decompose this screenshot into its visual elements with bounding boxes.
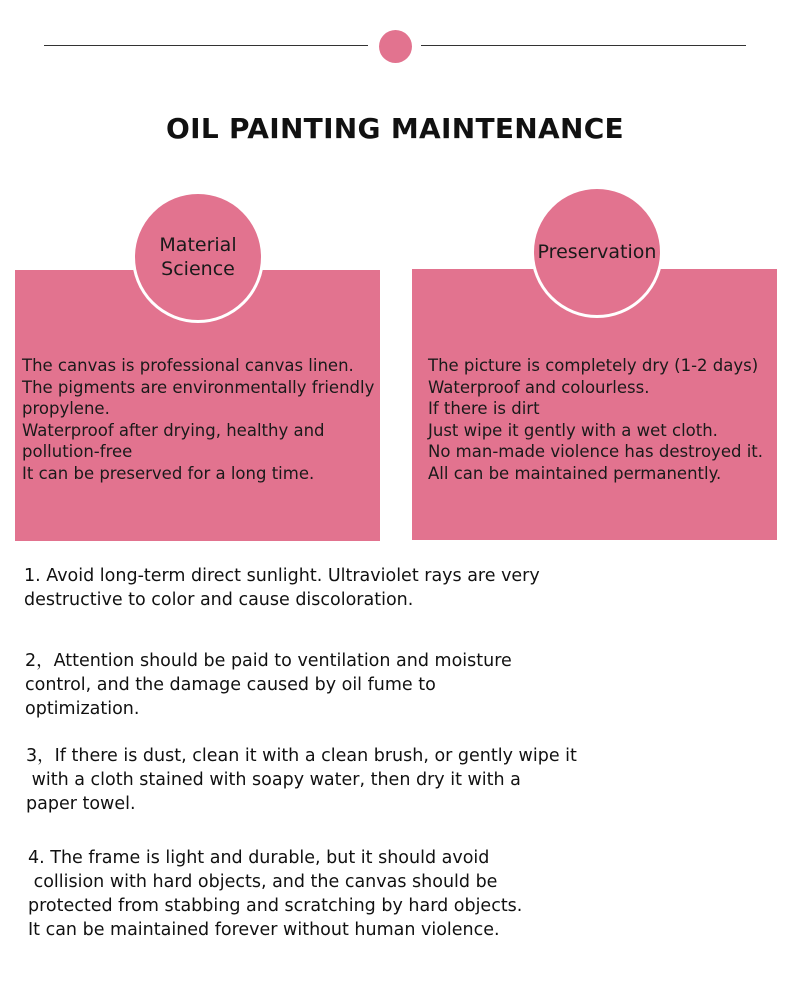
preservation-line: If there is dirt — [428, 399, 540, 419]
preservation-line: The picture is completely dry (1-2 days) — [428, 356, 759, 375]
maintenance-tip: 1. Avoid long-term direct sunlight. Ultraviolet rays are very destructive to color and cause discoloration. — [24, 566, 540, 610]
material-science-line: Waterproof after drying, healthy and pollution-free — [22, 420, 325, 462]
material-science-line: The canvas is professional canvas linen. — [22, 356, 354, 375]
preservation-line: Just wipe it gently with a wet cloth. — [428, 420, 718, 440]
preservation-text — [428, 355, 773, 485]
maintenance-tip: 3，If there is dust, clean it with a clean brush, or gently wipe it with a cloth stained with soapy water, then dry it with a paper towel. — [26, 746, 577, 814]
material-science-line: The pigments are environmentally friendly propylene. — [22, 377, 375, 419]
maintenance-tip: 4. The frame is light and durable, but it should avoid collision with hard objects, and the canvas should be protected from stabbing and scratching by hard objects. It can be maintained forever without human violence. — [28, 848, 523, 940]
divider-left-line — [44, 45, 368, 46]
material-science-text — [22, 355, 382, 485]
preservation-badge: Preservation — [531, 186, 663, 318]
divider-right-line — [421, 45, 746, 46]
preservation-line: No man-made violence has destroyed it. — [428, 442, 763, 462]
page-title: OIL PAINTING MAINTENANCE — [166, 112, 624, 145]
preservation-line: All can be maintained permanently. — [428, 463, 722, 483]
maintenance-tip: 2，Attention should be paid to ventilation and moisture control, and the damage caused by oil fume to optimization. — [25, 651, 512, 719]
material-science-badge: Material Science — [132, 191, 264, 323]
material-science-line: It can be preserved for a long time. — [22, 463, 315, 483]
preservation-line: Waterproof and colourless. — [428, 377, 650, 397]
divider-dot — [379, 30, 412, 63]
